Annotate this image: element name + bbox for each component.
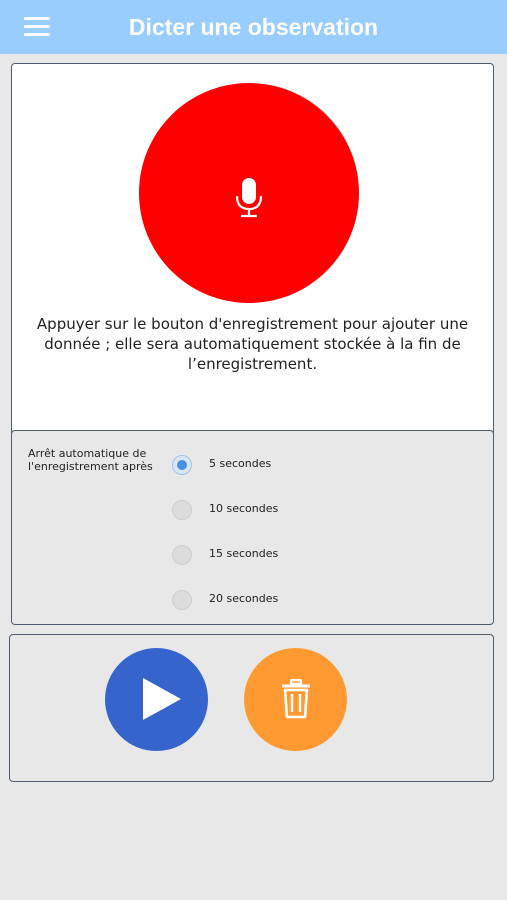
record-panel <box>11 63 494 433</box>
app-header <box>0 0 507 54</box>
auto-stop-panel <box>11 430 494 625</box>
radio-button-selected[interactable] <box>172 455 192 475</box>
record-instructions: Appuyer sur le bouton d'enregistrement pour ajouter une donnée ; elle sera automatiquement stockée à la fin de l’enregistrement. <box>36 315 469 373</box>
radio-label: 5 secondes <box>209 457 272 470</box>
record-button[interactable] <box>139 83 359 303</box>
auto-stop-label: Arrêt automatique de l'enregistrement après <box>28 447 153 473</box>
page-title: Dicter une observation <box>128 14 379 40</box>
microphone-icon <box>233 176 265 220</box>
radio-label: 15 secondes <box>209 547 279 560</box>
trash-icon <box>281 679 311 719</box>
radio-label: 20 secondes <box>209 592 279 605</box>
play-button[interactable] <box>105 648 208 751</box>
radio-label: 10 secondes <box>209 502 279 515</box>
delete-button[interactable] <box>244 648 347 751</box>
play-icon <box>139 676 183 722</box>
radio-button[interactable] <box>172 590 192 610</box>
actions-panel <box>9 634 494 782</box>
radio-button[interactable] <box>172 545 192 565</box>
radio-button[interactable] <box>172 500 192 520</box>
